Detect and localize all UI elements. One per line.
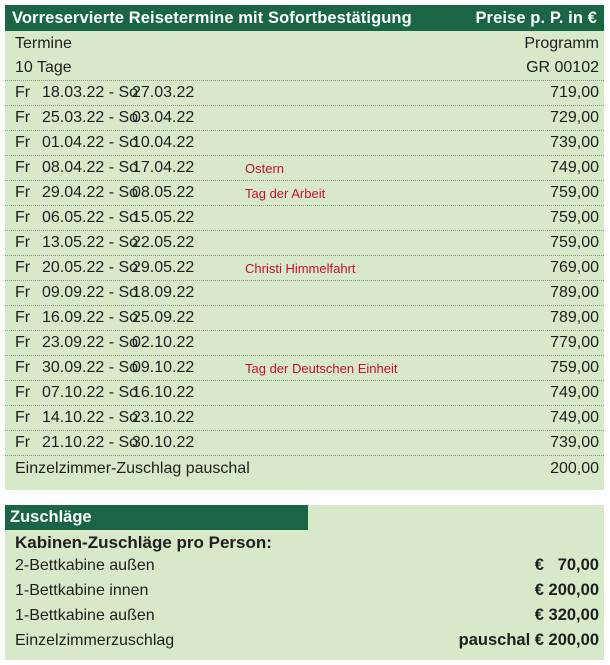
start-weekday: Fr <box>15 184 31 201</box>
duration-row <box>5 56 604 81</box>
surcharge-row <box>5 553 604 578</box>
single-supplement-row <box>5 456 604 481</box>
start-date: 23.09.22 - So <box>42 334 139 351</box>
date-price: 759,00 <box>550 359 599 376</box>
start-weekday: Fr <box>15 334 31 351</box>
date-price: 759,00 <box>550 209 599 226</box>
date-row <box>5 206 604 231</box>
surcharge-value: € 70,00 <box>534 556 599 574</box>
holiday-note: Tag der Deutschen Einheit <box>245 360 398 376</box>
date-range <box>15 84 240 102</box>
date-range <box>15 109 240 127</box>
date-row <box>5 106 604 131</box>
date-price: 749,00 <box>550 159 599 176</box>
surcharges-subtitle: Kabinen-Zuschläge pro Person: <box>15 533 272 552</box>
end-date: 08.05.22 <box>132 184 195 201</box>
end-date: 18.09.22 <box>132 284 195 301</box>
start-date: 25.03.22 - So <box>42 109 139 126</box>
date-range <box>15 159 240 177</box>
single-supplement-label: Einzelzimmer-Zuschlag pauschal <box>15 459 250 477</box>
date-price: 789,00 <box>550 309 599 326</box>
start-date: 21.10.22 - So <box>42 434 139 451</box>
panel-title: Vorreservierte Reisetermine mit Sofortbestätigung <box>12 8 412 27</box>
end-date: 02.10.22 <box>132 334 195 351</box>
start-date: 20.05.22 - So <box>42 259 139 276</box>
surcharge-value: € 200,00 <box>534 581 599 599</box>
date-price: 729,00 <box>550 109 599 126</box>
date-row <box>5 431 604 456</box>
surcharge-row <box>5 628 604 653</box>
end-date: 09.10.22 <box>132 359 195 376</box>
date-price: 749,00 <box>550 384 599 401</box>
start-date: 29.04.22 - So <box>42 184 139 201</box>
start-weekday: Fr <box>15 84 31 101</box>
date-range <box>15 209 240 227</box>
single-supplement-price: 200,00 <box>550 459 599 477</box>
date-price: 739,00 <box>550 434 599 451</box>
date-range <box>15 409 240 427</box>
date-price: 749,00 <box>550 409 599 426</box>
date-price: 789,00 <box>550 284 599 301</box>
start-date: 30.09.22 - So <box>42 359 139 376</box>
panel-header <box>5 5 604 31</box>
start-weekday: Fr <box>15 359 31 376</box>
holiday-note: Christi Himmelfahrt <box>245 260 356 276</box>
start-weekday: Fr <box>15 134 31 151</box>
date-row <box>5 156 604 181</box>
end-date: 27.03.22 <box>132 84 195 101</box>
start-weekday: Fr <box>15 259 31 276</box>
surcharge-value: € 320,00 <box>534 606 599 624</box>
start-weekday: Fr <box>15 159 31 176</box>
surcharge-row <box>5 603 604 628</box>
program-code: GR 00102 <box>526 59 599 76</box>
start-weekday: Fr <box>15 434 31 451</box>
column-programm: Programm <box>524 34 599 52</box>
end-date: 29.05.22 <box>132 259 195 276</box>
end-date: 15.05.22 <box>132 209 195 226</box>
column-header-row <box>5 31 604 56</box>
start-weekday: Fr <box>15 209 31 226</box>
date-range <box>15 284 240 302</box>
date-price: 739,00 <box>550 134 599 151</box>
date-row <box>5 406 604 431</box>
date-range <box>15 334 240 352</box>
travel-dates-panel <box>5 5 604 490</box>
surcharges-header: Zuschläge <box>5 505 308 530</box>
end-date: 10.04.22 <box>132 134 195 151</box>
surcharge-label: 1-Bettkabine innen <box>15 581 149 599</box>
start-weekday: Fr <box>15 309 31 326</box>
start-date: 06.05.22 - So <box>42 209 139 226</box>
date-range <box>15 234 240 252</box>
date-range <box>15 434 240 452</box>
holiday-note: Tag der Arbeit <box>245 185 326 201</box>
start-date: 16.09.22 - So <box>42 309 139 326</box>
start-weekday: Fr <box>15 234 31 251</box>
date-row <box>5 231 604 256</box>
date-row <box>5 256 604 281</box>
start-weekday: Fr <box>15 409 31 426</box>
date-row <box>5 306 604 331</box>
start-date: 07.10.22 - So <box>42 384 139 401</box>
start-date: 18.03.22 - So <box>42 84 139 101</box>
surcharge-value: pauschal € 200,00 <box>458 631 599 649</box>
end-date: 17.04.22 <box>132 159 195 176</box>
start-weekday: Fr <box>15 384 31 401</box>
end-date: 30.10.22 <box>132 434 195 451</box>
date-range <box>15 309 240 327</box>
date-range <box>15 259 240 277</box>
duration-label: 10 Tage <box>15 59 72 76</box>
date-row <box>5 331 604 356</box>
end-date: 25.09.22 <box>132 309 195 326</box>
surcharge-row <box>5 578 604 603</box>
holiday-note: Ostern <box>245 160 285 176</box>
end-date: 03.04.22 <box>132 109 195 126</box>
date-list <box>5 81 604 456</box>
start-date: 09.09.22 - So <box>42 284 139 301</box>
surcharge-label: 2-Bettkabine außen <box>15 556 155 574</box>
start-date: 14.10.22 - So <box>42 409 139 426</box>
end-date: 16.10.22 <box>132 384 195 401</box>
date-row <box>5 81 604 106</box>
date-price: 759,00 <box>550 184 599 201</box>
date-row <box>5 181 604 206</box>
date-range <box>15 384 240 402</box>
surcharges-panel <box>5 505 604 660</box>
date-price: 779,00 <box>550 334 599 351</box>
start-date: 13.05.22 - So <box>42 234 139 251</box>
surcharge-list <box>5 553 604 653</box>
end-date: 22.05.22 <box>132 234 195 251</box>
date-row <box>5 381 604 406</box>
date-row <box>5 281 604 306</box>
date-range <box>15 134 240 152</box>
start-date: 08.04.22 - So <box>42 159 139 176</box>
date-price: 759,00 <box>550 234 599 251</box>
end-date: 23.10.22 <box>132 409 195 426</box>
surcharge-label: 1-Bettkabine außen <box>15 606 155 624</box>
date-row <box>5 131 604 156</box>
price-note: Preise p. P. in € <box>475 8 597 27</box>
date-row <box>5 356 604 381</box>
column-termine: Termine <box>15 34 72 52</box>
surcharge-label: Einzelzimmerzuschlag <box>15 631 175 649</box>
date-price: 769,00 <box>550 259 599 276</box>
start-weekday: Fr <box>15 109 31 126</box>
date-range <box>15 184 240 202</box>
date-price: 719,00 <box>550 84 599 101</box>
start-weekday: Fr <box>15 284 31 301</box>
date-range <box>15 359 240 377</box>
start-date: 01.04.22 - So <box>42 134 139 151</box>
